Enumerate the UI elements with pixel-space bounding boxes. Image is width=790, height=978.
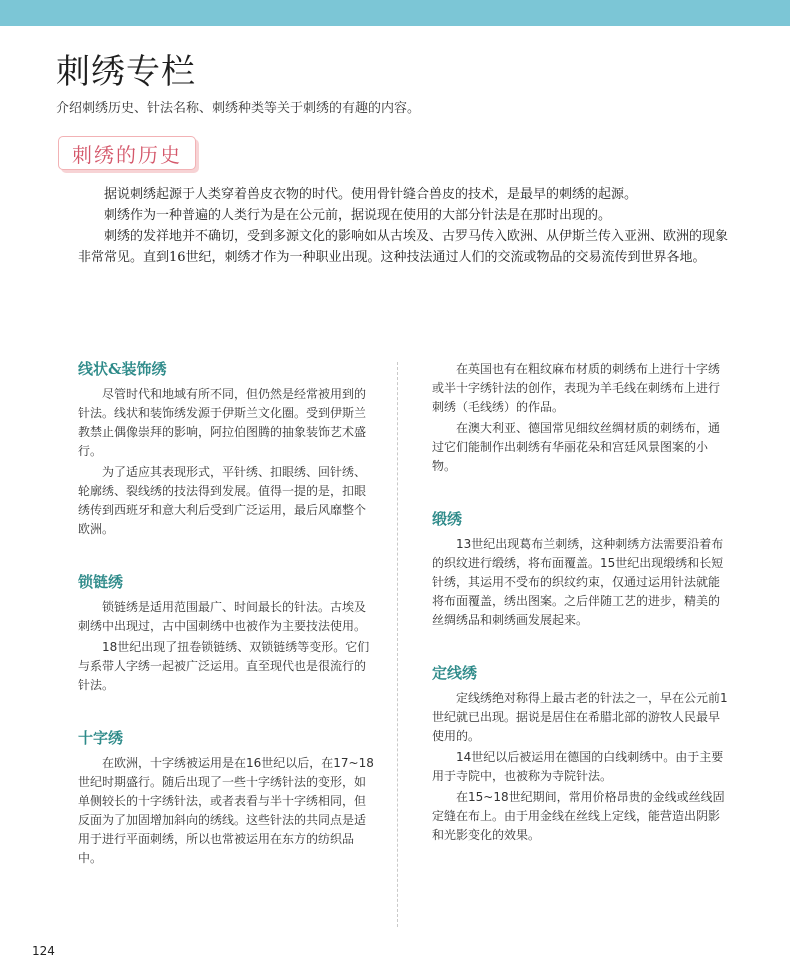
section-paragraph: 锁链绣是适用范围最广、时间最长的针法。古埃及刺绣中出现过，古中国刺绣中也被作为主要技法使用。 [78,600,367,633]
history-heading-badge: 刺绣的历史 [58,136,196,170]
left-column [78,360,376,902]
section-paragraph: 尽管时代和地域有所不同，但仍然是经常被用到的针法。线状和装饰绣发源于伊斯兰文化圈。受到伊斯兰教禁止偶像崇拜的影响，阿拉伯图腾的抽象装饰艺术盛行。 [78,387,367,458]
section-paragraph: 为了适应其表现形式，平针绣、扣眼绣、回针绣、轮廓绣、裂线绣的技法得到发展。值得一提的是，扣眼绣传到西班牙和意大利后受到广泛运用，最后风靡整个欧洲。 [78,465,367,536]
section-chain-stitch [78,573,376,695]
top-color-bar [0,0,790,26]
section-paragraph: 14世纪以后被运用在德国的白线刺绣中。由于主要用于寺院中，也被称为寺院针法。 [432,750,724,783]
section-linear-decorative [78,360,376,539]
right-column [432,360,730,879]
history-intro [78,184,738,268]
section-cross-stitch-continued [432,360,730,476]
section-title: 定线绣 [432,664,478,682]
section-paragraph: 在欧洲，十字绣被运用是在16世纪以后，在17~18世纪时期盛行。随后出现了一些十字绣针法的变形，如单侧较长的十字绣针法，或者表看与半十字绣相同，但反面为了加固增加斜向的绣线。这些针法的共同点是适用于进行平面刺绣，所以也常被运用在东方的纺织品中。 [78,756,374,865]
section-paragraph: 在15~18世纪期间，常用价格昂贵的金线或丝线固定缝在布上。由于用金线在丝线上定线，能营造出阴影和光影变化的效果。 [432,790,725,842]
history-paragraph: 刺绣作为一种普遍的人类行为是在公元前，据说现在使用的大部分针法是在那时出现的。 [104,208,612,223]
section-paragraph: 在澳大利亚、德国常见细纹丝绸材质的刺绣布，通过它们能制作出刺绣有华丽花朵和宫廷风景图案的小物。 [432,421,721,473]
section-cross-stitch [78,729,376,868]
page-title: 刺绣专栏 [56,52,196,92]
history-paragraph: 刺绣的发祥地并不确切，受到多源文化的影响如从古埃及、古罗马传入欧洲、从伊斯兰传入亚洲、欧洲的现象非常常见。直到16世纪，刺绣才作为一种职业出现。这种技法通过人们的交流或物品的交易流传到世界各地。 [78,229,729,265]
history-paragraph: 据说刺绣起源于人类穿着兽皮衣物的时代。使用骨针缝合兽皮的技术，是最早的刺绣的起源。 [104,187,638,202]
section-paragraph: 18世纪出现了扭卷锁链绣、双锁链绣等变形。它们与系带人字绣一起被广泛运用。直至现代也是很流行的针法。 [78,640,370,692]
section-title: 线状&装饰绣 [78,360,167,378]
section-paragraph: 定线绣绝对称得上最古老的针法之一，早在公元前1世纪就已出现。据说是居住在希腊北部的游牧人民最早使用的。 [432,691,728,743]
page-subtitle: 介绍刺绣历史、针法名称、刺绣种类等关于刺绣的有趣的内容。 [56,101,421,116]
section-couching-stitch [432,664,730,845]
section-satin-stitch [432,510,730,630]
section-title: 十字绣 [78,729,124,747]
section-title: 缎绣 [432,510,463,528]
column-divider [397,362,398,927]
section-paragraph: 13世纪出现葛布兰刺绣，这种刺绣方法需要沿着布的织纹进行缎绣，将布面覆盖。15世纪出现缎绣和长短针绣，其运用不受布的织纹约束，仅通过运用针法就能将布面覆盖，绣出图案。之后伴随工艺的进步，精美的丝绸绣品和刺绣画发展起来。 [432,537,724,627]
page-number: 124 [32,944,55,958]
section-title: 锁链绣 [78,573,124,591]
section-paragraph: 在英国也有在粗纹麻布材质的刺绣布上进行十字绣或半十字绣针法的创作，表现为羊毛线在刺绣布上进行刺绣（毛线绣）的作品。 [432,362,721,414]
